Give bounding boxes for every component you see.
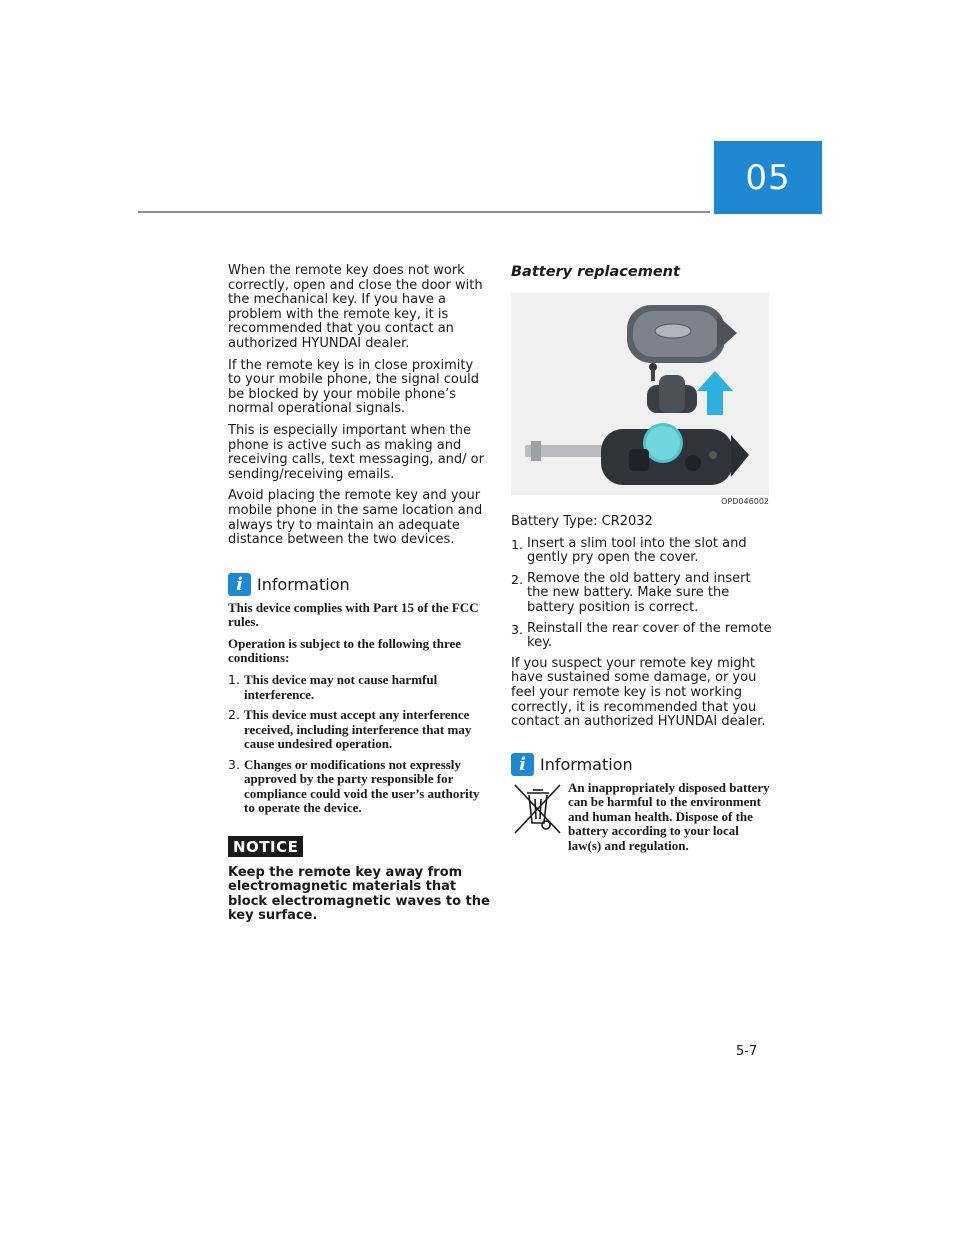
- crossed-bin-icon: [511, 781, 564, 837]
- list-text: Remove the old battery and insert the new battery. Make sure the battery position is correct.: [527, 570, 751, 615]
- list-number: 3.: [228, 756, 240, 772]
- paragraph: If you suspect your remote key might have sustained some damage, or you feel your remote key is not working correctly, it is recommended that you contact an authorized HYUNDAI dealer.: [511, 655, 766, 730]
- list-text: Reinstall the rear cover of the remote key.: [527, 620, 772, 651]
- list-text: Insert a slim tool into the slot and gently pry open the cover.: [527, 535, 747, 566]
- notice-text: Keep the remote key away from electromagnetic materials that block electromagnetic waves to the key surface.: [228, 864, 490, 924]
- chapter-tab: 05: [714, 141, 822, 214]
- battery-type: Battery Type: CR2032: [511, 514, 653, 529]
- info-title: Information: [257, 574, 350, 594]
- paragraph: Avoid placing the remote key and your mobile phone in the same location and always try to maintain an adequate distance between the two devices.: [228, 488, 483, 548]
- list-number: 2.: [228, 707, 240, 723]
- right-column: [511, 264, 773, 853]
- list-item: [511, 572, 773, 616]
- paragraph: When the remote key does not work correctly, open and close the door with the mechanical key. If you have a problem with the remote key, it is recommended that you contact an authorized HYUNDAI dealer.: [228, 263, 483, 351]
- paragraph: This is especially important when the phone is active such as making and receiving calls, text messaging, and/ or sending/receiving emails.: [228, 422, 484, 482]
- list-item: [228, 673, 490, 702]
- key-fob-illustration: [511, 293, 769, 495]
- steps-list: [511, 537, 773, 651]
- list-number: 3.: [511, 621, 523, 637]
- paragraph: If the remote key is in close proximity to your mobile phone, the signal could be blocked by your mobile phone’s normal operational signals.: [228, 357, 479, 417]
- list-item: [511, 537, 773, 566]
- info-title: Information: [540, 754, 633, 774]
- conditions-list: [228, 673, 490, 816]
- info-heading: [511, 753, 773, 776]
- page-number: 5-7: [736, 1044, 758, 1059]
- info-paragraph: This device complies with Part 15 of the FCC rules.: [228, 599, 479, 630]
- info-icon: i: [228, 573, 251, 596]
- header-rule: [138, 211, 710, 213]
- info-paragraph: Operation is subject to the following three conditions:: [228, 635, 462, 666]
- list-number: 2.: [511, 571, 523, 587]
- disposal-text: An inappropriately disposed battery can be harmful to the environment and human health. Dispose of the battery according to your local law(s) and regulation.: [568, 779, 770, 853]
- list-text: This device may not cause harmful interference.: [244, 672, 438, 702]
- notice-label: NOTICE: [228, 836, 303, 857]
- list-number: 1.: [228, 672, 240, 688]
- info-icon: i: [511, 753, 534, 776]
- battery-replacement-figure: [511, 293, 769, 495]
- disposal-notice: [511, 781, 773, 854]
- list-number: 1.: [511, 536, 523, 552]
- figure-caption: OPD046002: [721, 497, 769, 506]
- left-column: [228, 264, 490, 924]
- list-item: [511, 622, 773, 651]
- list-item: [228, 758, 490, 816]
- list-text: This device must accept any interference received, including interference that may cause undesired operation.: [244, 707, 472, 752]
- list-item: [228, 708, 490, 752]
- section-title: Battery replacement: [511, 264, 680, 280]
- info-heading: [228, 573, 490, 596]
- list-text: Changes or modifications not expressly approved by the party responsible for compliance could void the user’s authority to operate the device.: [244, 756, 480, 816]
